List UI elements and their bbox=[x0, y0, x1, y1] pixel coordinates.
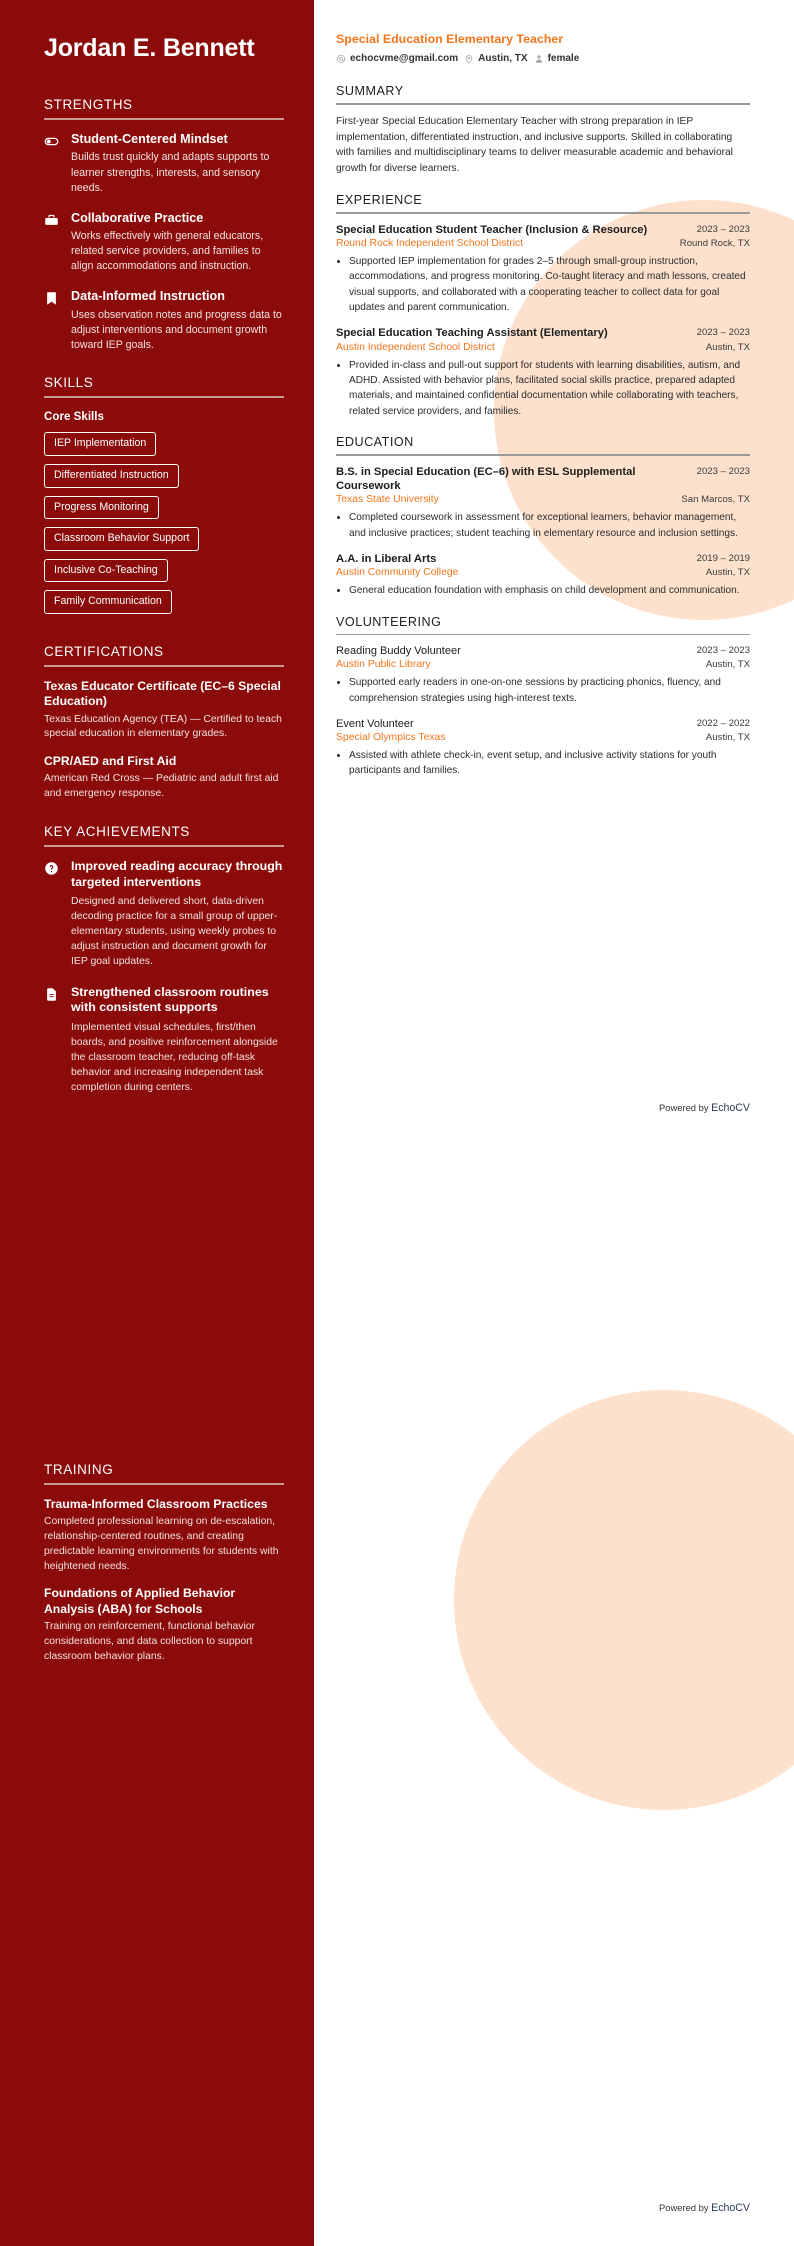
footer-page-2 bbox=[659, 2202, 750, 2214]
training-desc: Completed professional learning on de-escalation, relationship-centered routines, and creating predictable learning environments for students with heightened needs. bbox=[44, 1516, 279, 1572]
education-heading: EDUCATION bbox=[336, 435, 414, 450]
at-icon bbox=[336, 54, 346, 64]
achievement-desc: Implemented visual schedules, first/then boards, and positive reinforcement alongside the classroom teacher, reducing off-task behavior and increasing independent task completion during centers. bbox=[71, 1021, 278, 1094]
bullet: • Completed coursework in assessment for exceptional learners, behavior management, and inclusive practices; student teaching in elementary resource and inclusion settings. bbox=[349, 510, 750, 541]
experience-divider bbox=[336, 212, 750, 214]
entry-organization: Texas State University bbox=[336, 494, 439, 506]
powered-by-label: Powered by bbox=[659, 1102, 712, 1113]
strength-desc: Works effectively with general educators, related service providers, and families to align accommodations and instruction. bbox=[71, 230, 264, 273]
strength-title: Student-Centered Mindset bbox=[71, 131, 228, 146]
gender-text: female bbox=[547, 53, 580, 64]
entry-dates: 2023 – 2023 bbox=[696, 465, 750, 477]
achievements-heading: KEY ACHIEVEMENTS bbox=[44, 823, 190, 839]
certifications-heading: CERTIFICATIONS bbox=[44, 644, 164, 660]
entry-role: Special Education Student Teacher (Inclusion & Resource) bbox=[336, 223, 648, 236]
entry-dates: 2023 – 2023 bbox=[696, 223, 750, 235]
summary-heading: SUMMARY bbox=[336, 84, 404, 98]
entry-bullets bbox=[349, 254, 750, 315]
skill-pill: Classroom Behavior Support bbox=[44, 527, 199, 551]
volunteering-heading: VOLUNTEERING bbox=[336, 614, 442, 629]
entry-organization: Austin Community College bbox=[336, 567, 459, 579]
brand-name: EchoCV bbox=[711, 1102, 750, 1114]
strength-item bbox=[44, 132, 284, 196]
skills-list bbox=[44, 432, 284, 622]
footer-page-1 bbox=[659, 1102, 750, 1114]
strengths-divider bbox=[44, 118, 284, 120]
decorative-circle-bottom bbox=[454, 1390, 794, 1810]
entry-role: Event Volunteer bbox=[336, 717, 414, 730]
entry-location: Austin, TX bbox=[705, 341, 750, 353]
brand-name: EchoCV bbox=[711, 2202, 750, 2214]
entry-role: B.S. in Special Education (EC–6) with ESL Supplemental Coursework bbox=[336, 465, 636, 493]
entry-dates: 2023 – 2023 bbox=[696, 327, 750, 339]
certification-item bbox=[44, 679, 284, 742]
entry-organization: Austin Public Library bbox=[336, 659, 431, 671]
skills-divider bbox=[44, 396, 284, 398]
entry-location: San Marcos, TX bbox=[681, 494, 750, 506]
location-pin-icon bbox=[464, 54, 474, 64]
document-icon bbox=[44, 985, 60, 1007]
skills-heading: SKILLS bbox=[44, 375, 94, 391]
summary-divider bbox=[336, 103, 750, 105]
entry-bullets bbox=[349, 748, 750, 779]
candidate-name: Jordan E. Bennett bbox=[44, 34, 255, 62]
training-title: Trauma-Informed Classroom Practices bbox=[44, 1497, 268, 1512]
volunteering-divider bbox=[336, 634, 750, 636]
entry-role: Reading Buddy Volunteer bbox=[336, 645, 461, 658]
location-text: Austin, TX bbox=[478, 53, 528, 64]
experience-entry bbox=[336, 326, 750, 419]
entry-dates: 2022 – 2022 bbox=[696, 717, 750, 729]
entry-location: Austin, TX bbox=[705, 659, 750, 671]
entry-bullets bbox=[349, 510, 750, 541]
certifications-divider bbox=[44, 665, 284, 667]
education-entry bbox=[336, 465, 750, 541]
bullet: • Supported IEP implementation for grades 2–5 through small-group instruction, accommodations, and progress monitoring. Co-taught literacy and math lessons, created visual supports, and collaborated with a cooperating teacher to collect data for goal updates and parent communication. bbox=[349, 254, 750, 315]
volunteering-entry bbox=[336, 644, 750, 706]
contact-gender bbox=[534, 53, 580, 64]
sidebar-spacer bbox=[44, 1110, 284, 1440]
strengths-heading: STRENGTHS bbox=[44, 96, 133, 112]
entry-role: A.A. in Liberal Arts bbox=[336, 553, 437, 565]
bullet: • Provided in-class and pull-out support for students with learning disabilities, autism, and ADHD. Assisted with behavior plans, facilitated social skills practice, prepared adapted materials, and maintained confidential documentation while collaborating with teachers, related service providers, and families. bbox=[349, 358, 750, 419]
achievement-title: Improved reading accuracy through targeted interventions bbox=[71, 858, 283, 889]
training-item bbox=[44, 1586, 284, 1664]
contact-email[interactable] bbox=[336, 53, 458, 64]
bookmark-icon bbox=[44, 289, 60, 306]
entry-organization: Special Olympics Texas bbox=[336, 732, 446, 744]
entry-role: Special Education Teaching Assistant (Elementary) bbox=[336, 327, 608, 340]
entry-location: Austin, TX bbox=[705, 732, 750, 744]
achievement-item bbox=[44, 859, 284, 970]
bullet: • Supported early readers in one-on-one sessions by practicing phonics, fluency, and comprehension strategies using high-interest texts. bbox=[349, 675, 750, 706]
toggle-icon bbox=[44, 132, 60, 149]
sidebar bbox=[0, 0, 314, 2246]
training-heading: TRAINING bbox=[44, 1462, 114, 1478]
entry-organization: Round Rock Independent School District bbox=[336, 238, 524, 250]
achievement-desc: Designed and delivered short, data-driven decoding practice for a small group of upper-elementary students, using weekly probes to adjust instruction and document growth for IEP goal updates. bbox=[71, 896, 278, 968]
bullet: • Assisted with athlete check-in, event setup, and inclusive activity stations for youth participants and families. bbox=[349, 748, 750, 779]
summary-text: First-year Special Education Elementary Teacher with strong preparation in IEP implementation, differentiated instruction, and inclusive supports. Skilled in collaborating with families and multidisciplinary teams to deliver measurable academic and behavioral growth for diverse learners. bbox=[336, 115, 733, 175]
strength-desc: Builds trust quickly and adapts supports to learner strengths, interests, and sensory needs. bbox=[71, 151, 270, 194]
volunteering-entry bbox=[336, 717, 750, 779]
entry-bullets bbox=[349, 675, 750, 706]
strength-item bbox=[44, 211, 284, 275]
entry-location: Austin, TX bbox=[705, 567, 750, 579]
strength-desc: Uses observation notes and progress data to adjust interventions and document growth toward IEP goals. bbox=[71, 309, 282, 352]
powered-by-label: Powered by bbox=[659, 2202, 712, 2213]
experience-heading: EXPERIENCE bbox=[336, 193, 423, 208]
entry-bullets bbox=[349, 583, 750, 598]
training-divider bbox=[44, 1483, 284, 1485]
education-divider bbox=[336, 454, 750, 456]
training-desc: Training on reinforcement, functional behavior considerations, and data collection to support classroom behavior plans. bbox=[44, 1620, 256, 1662]
certification-desc: American Red Cross — Pediatric and adult first aid and emergency response. bbox=[44, 773, 279, 800]
candidate-headline: Special Education Elementary Teacher bbox=[336, 32, 564, 46]
strength-title: Collaborative Practice bbox=[71, 210, 204, 225]
achievement-title: Strengthened classroom routines with consistent supports bbox=[71, 984, 269, 1015]
entry-bullets bbox=[349, 358, 750, 419]
skill-pill: Family Communication bbox=[44, 590, 172, 614]
experience-entry bbox=[336, 223, 750, 316]
training-title: Foundations of Applied Behavior Analysis (ABA) for Schools bbox=[44, 1586, 236, 1616]
entry-organization: Austin Independent School District bbox=[336, 341, 495, 353]
certification-desc: Texas Education Agency (TEA) — Certified to teach special education in elementary grades. bbox=[44, 713, 282, 740]
entry-dates: 2023 – 2023 bbox=[696, 645, 750, 657]
contact-location bbox=[464, 53, 527, 64]
strength-title: Data-Informed Instruction bbox=[71, 289, 225, 304]
skill-pill: Inclusive Co-Teaching bbox=[44, 559, 168, 583]
achievement-item bbox=[44, 985, 284, 1096]
main-content bbox=[314, 0, 794, 790]
skill-pill: Differentiated Instruction bbox=[44, 464, 179, 488]
education-entry bbox=[336, 552, 750, 599]
training-item bbox=[44, 1497, 284, 1574]
skill-pill: IEP Implementation bbox=[44, 432, 156, 456]
entry-dates: 2019 – 2019 bbox=[696, 553, 750, 564]
strength-item bbox=[44, 289, 284, 353]
skill-pill: Progress Monitoring bbox=[44, 496, 159, 520]
briefcase-icon bbox=[44, 211, 60, 228]
bullet: • General education foundation with emphasis on child development and communication. bbox=[349, 583, 750, 598]
email-text: echocvme@gmail.com bbox=[350, 53, 459, 64]
clock-badge-icon bbox=[44, 859, 60, 881]
contact-row bbox=[336, 53, 750, 64]
certification-item bbox=[44, 754, 284, 802]
person-icon bbox=[534, 54, 544, 64]
certification-title: Texas Educator Certificate (EC–6 Special Education) bbox=[44, 679, 281, 709]
entry-location: Round Rock, TX bbox=[679, 238, 750, 250]
skills-subheading: Core Skills bbox=[44, 410, 104, 424]
achievements-divider bbox=[44, 845, 284, 847]
certification-title: CPR/AED and First Aid bbox=[44, 754, 177, 769]
